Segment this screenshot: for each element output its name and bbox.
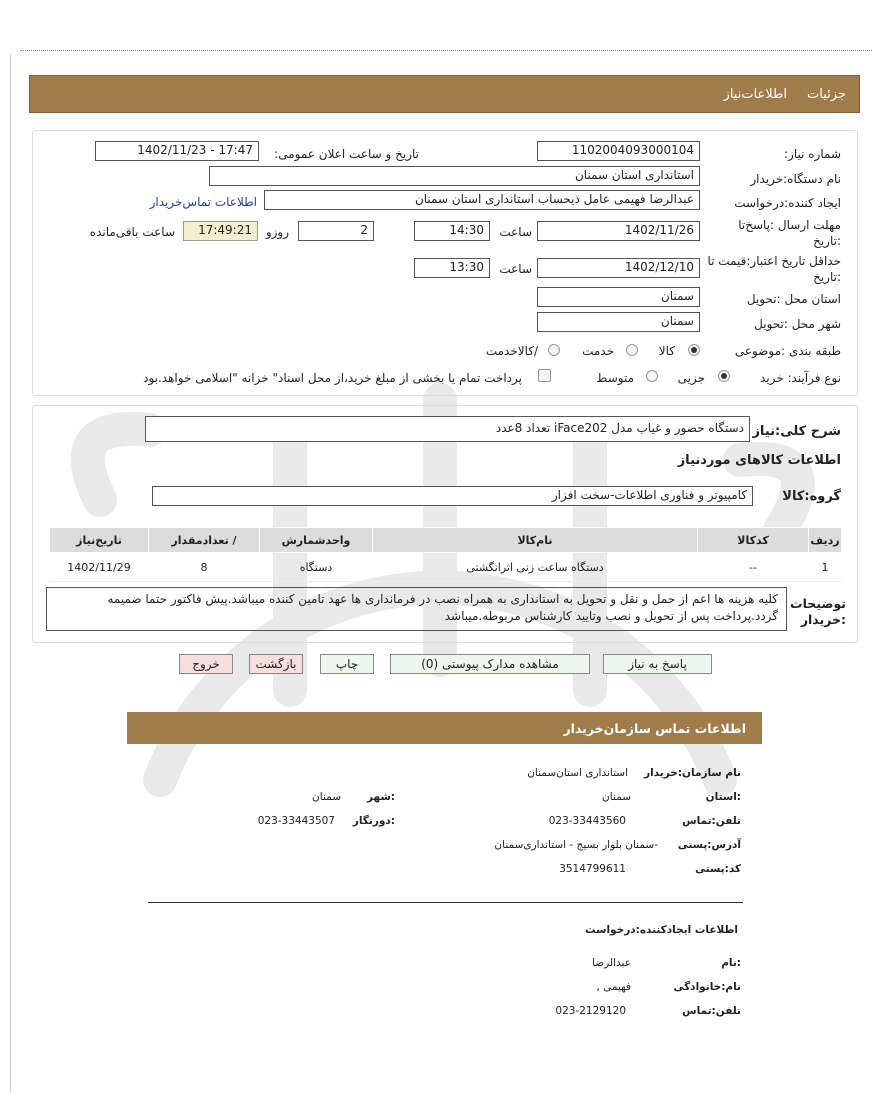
contact-divider [148,902,743,903]
creator-phone-label: تلفن:تماس [682,1005,741,1017]
contact-header-bar [127,712,762,744]
buyer-org-field: استانداری استان سمنان [209,166,700,186]
province-label: استان محل :تحویل [746,292,841,306]
contact-province-value: سمنان [602,791,631,803]
contact-org-value: استانداری استان‌سمنان [527,767,628,779]
treasury-payment-checkbox[interactable] [538,369,551,382]
cell-qty: 8 [149,553,260,582]
category-both-radio[interactable] [548,344,560,356]
deadline-date-field: 1402/11/26 [537,221,700,241]
contact-fax-value: 023-33443507 [257,815,335,827]
remaining-label: ساعت باقی‌مانده [89,225,175,239]
creator-name-label: :نام [721,957,741,969]
deadline-label: مهلت ارسال :پاسخ‌تا :تاریخ [738,218,841,248]
process-minor-label: جزیی [677,371,705,385]
contact-phone-label: تلفن:تماس [682,815,741,827]
contact-phone-value: 023-33443560 [548,815,626,827]
contact-org-label: نام سازمان:خریدار [644,767,741,779]
tab-details[interactable]: جزئیات [807,87,846,102]
announce-label: تاریخ و ساعت اعلان عمومی: [274,147,419,161]
buyer-org-label: نام دستگاه:خریدار [750,172,841,186]
contact-postal-value: 3514799611 [559,863,626,875]
cell-date: 1402/11/29 [50,553,149,582]
category-both-label: /کالاخدمت [485,344,538,358]
buyer-contact-link[interactable]: اطلاعات تماس‌خریدار [149,195,257,209]
description-field: دستگاه حضور و غیاب مدل iFace202 تعداد 8عدد [145,416,750,442]
contact-title: اطلاعات تماس سازمان‌خریدار [563,721,746,736]
need-number-label: شماره نیاز: [784,147,841,161]
col-unit-header: واحدشمارش [260,528,373,553]
cell-unit: دستگاه [260,553,373,582]
days-field: 2 [298,221,374,241]
cell-code: -- [698,553,809,582]
table-row [50,553,842,582]
need-number-field: 1102004093000104 [537,141,700,161]
countdown-timer: 17:49:21 [183,221,258,241]
process-minor-radio[interactable] [718,370,730,382]
reply-button[interactable]: پاسخ به نیاز [603,654,712,674]
goods-group-field: کامپیوتر و فناوری اطلاعات-سخت افزار [152,486,753,506]
exit-button[interactable]: خروج [179,654,233,674]
validity-time-field: 13:30 [414,258,490,278]
creator-label: ایجاد کننده:درخواست [734,196,841,210]
contact-province-label: :استان [705,791,741,803]
col-qty-header: / تعدادمقدار [149,528,260,553]
col-name-header: نام‌کالا [373,528,698,553]
contact-address-value: -سمنان بلوار بسیج - استانداری‌سمنان [494,839,658,851]
cell-name: دستگاه ساعت زنی اثرانگشتی [373,553,698,582]
category-service-radio[interactable] [626,344,638,356]
city-field: سمنان [537,312,700,332]
creator-family-label: نام:خانوادگی [673,981,741,993]
deadline-time-field: 14:30 [414,221,490,241]
cell-row: 1 [809,553,842,582]
buyer-notes-field: کلیه هزینه ها اعم از حمل و نقل و تحویل به استانداری به همراه نصب در فرمانداری ها عهد تامین کننده میباشد.پیش فاکتور حتما ضمیمه گردد.پرداخت پس از تحویل و نصب وتایید کارشناس مربوطه.میباشد [46,587,787,631]
buyer-notes-label: توضیحات :خریدار [790,596,846,627]
header-bar [29,75,860,113]
process-medium-label: متوسط [596,371,634,385]
col-date-header: تاریخ‌نیاز [50,528,149,553]
goods-info-title: اطلاعات کالاهای موردنیاز [677,453,841,468]
attachments-button[interactable]: مشاهده مدارک پیوستی (0) [390,654,590,674]
contact-city-label: :شهر [367,791,395,803]
creator-phone-value: 023-2129120 [555,1005,626,1017]
validity-date-field: 1402/12/10 [537,258,700,278]
left-border [10,55,11,1093]
contact-fax-label: :دورنگار [352,815,395,827]
process-label: نوع فرآیند: خرید [760,371,841,385]
goods-table-wrap [49,527,842,582]
col-row-header: ردیف [809,528,842,553]
creator-section-title: اطلاعات ایجاد‌کننده:درخواست [585,924,738,936]
category-service-label: خدمت [582,344,614,358]
creator-field: عبدالرضا فهیمی عامل ذیحساب استانداری استان سمنان [264,190,700,210]
province-field: سمنان [537,287,700,307]
print-button[interactable]: چاپ [320,654,374,674]
contact-address-label: آدرس:پستی [677,839,741,851]
category-goods-label: کالا [658,344,675,358]
description-label: شرح کلی:نیاز [752,424,841,439]
tab-need-info[interactable]: اطلاعات‌نیاز [723,87,787,102]
col-code-header: کدکالا [698,528,809,553]
treasury-payment-label: پرداخت تمام یا بخشی از مبلغ خرید،از محل اسناد" خزانه "اسلامی خواهد.بود [143,371,522,385]
contact-city-value: سمنان [312,791,341,803]
validity-label: حداقل تاریخ اعتبار:قیمت تا :تاریخ [707,254,841,284]
announce-field: 1402/11/23 - 17:47 [95,141,259,161]
days-label: روزو [265,225,289,239]
goods-group-label: گروه:کالا [782,489,841,504]
category-goods-radio[interactable] [688,344,700,356]
deadline-time-label: ساعت [499,225,532,239]
contact-postal-label: کد:پستی [695,863,741,875]
category-label: طبقه بندی :موضوعی [734,344,841,358]
process-medium-radio[interactable] [646,370,658,382]
validity-time-label: ساعت [499,262,532,276]
city-label: شهر محل :تحویل [754,317,841,331]
back-button[interactable]: بازگشت [249,654,303,674]
creator-family-value: فهیمی , [596,981,631,993]
creator-name-value: عبدالرضا [592,957,631,969]
goods-table [49,527,842,582]
top-divider [20,50,872,51]
